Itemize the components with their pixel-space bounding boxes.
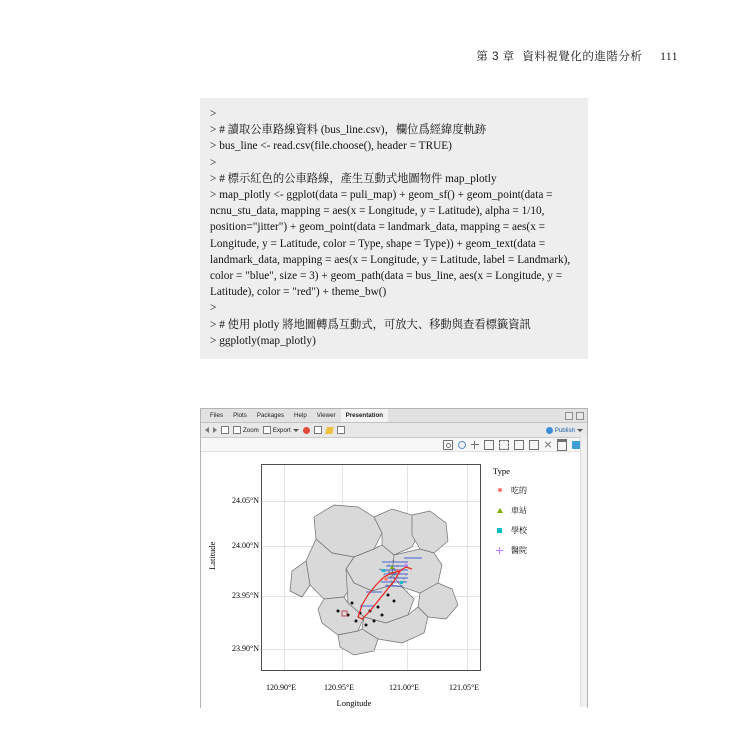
tab-packages[interactable]: Packages [256,412,285,419]
code-line: > bus_line <- read.csv(file.choose(), header = TRUE) [210,140,452,153]
y-axis-ticks [215,452,259,711]
running-header [476,48,678,64]
tab-viewer[interactable]: Viewer [316,412,336,419]
chart-legend [493,466,579,560]
reset-axes-icon[interactable] [557,439,567,451]
remove-plot-icon[interactable] [303,427,310,434]
x-tick: 121.05°E [448,683,480,692]
header-title: 資料視覺化的進階分析 [522,51,643,63]
legend-label: 吃的 [511,485,527,495]
x-tick: 121.00°E [388,683,420,692]
code-line: > map_plotly <- ggplot(data = puli_map) + geom_sf() + geom_point(data = ncnu_stu_data, mapping = aes(x = Longitude, y = Latitude), alpha = 1/10, position="jitter") + geom_point(data = landmark_data, mapping = aes(x = Longitude, y = Latitude, color = Type, shape = Type)) + geom_text(data = landmark_data, mapping = aes(x = Longitude, y = Latitude, label = Landmark), color = "blue", size = 3) + geom_path(data = bus_line, aes(x = Longitude, y = Latitude), color = "red") + theme_bw() [210,189,574,299]
lasso-select-icon[interactable] [499,440,509,450]
circle-marker-icon [493,484,506,497]
plus-marker-icon [493,544,506,557]
box-select-icon[interactable] [484,440,494,450]
code-line: > ggplotly(map_plotly) [210,334,316,347]
legend-label: 車站 [511,505,527,515]
zoom-out-icon[interactable] [529,440,539,450]
rstudio-viewer-window [200,408,588,708]
code-line: > # 使用 plotly 將地圖轉爲互動式，可放大、移動與查看標籤資訊 [210,318,531,331]
camera-icon[interactable] [443,440,453,450]
triangle-marker-icon [493,504,506,517]
code-line: > [210,156,217,169]
clear-icon[interactable] [221,426,229,434]
code-line: > # 讀取公車路線資料 (bus_line.csv)，欄位爲經緯度軌跡 [210,124,487,137]
back-icon[interactable] [205,427,209,433]
legend-label: 醫院 [511,545,527,555]
y-tick: 23.95°N [232,591,259,600]
publish-icon [546,427,553,434]
y-tick: 24.00°N [232,541,259,550]
chevron-down-icon [577,429,583,432]
zoom-icon [233,426,241,434]
y-tick: 24.05°N [232,496,259,505]
page-number: 111 [660,51,678,63]
tab-help[interactable]: Help [294,412,307,419]
map-svg [262,465,480,670]
map-panel[interactable] [261,464,481,671]
rstudio-tabbar [201,409,587,423]
viewer-scrollbar[interactable] [580,436,587,707]
x-axis-label: Longitude [336,698,372,708]
rstudio-toolbar [201,423,587,438]
y-axis-label: Latitude [207,541,217,570]
square-marker-icon [493,524,506,537]
x-axis-ticks [259,683,499,695]
code-line: > [210,108,217,120]
minimize-icon[interactable] [565,412,573,420]
y-tick: 23.90°N [232,644,259,653]
legend-title: Type [493,466,510,476]
publish-button[interactable] [546,427,583,434]
clear-all-plots-icon[interactable] [325,427,333,434]
legend-item[interactable] [493,520,579,540]
plotly-modebar [201,438,587,452]
tab-plots[interactable]: Plots [233,412,247,419]
legend-item[interactable] [493,500,579,520]
maximize-icon[interactable] [576,412,584,420]
tab-presentation[interactable]: Presentation [341,409,388,422]
window-controls[interactable] [565,412,584,420]
refresh-icon[interactable] [314,426,322,434]
more-icon[interactable] [337,426,345,434]
code-console-block [200,98,588,359]
legend-item[interactable] [493,480,579,500]
export-icon [263,426,271,434]
tab-files[interactable]: Files [210,412,224,419]
header-chapter: 第 3 章 [476,51,515,63]
zoom-button[interactable] [233,426,259,434]
legend-label: 學校 [511,525,527,535]
code-line: > [210,302,217,315]
x-tick: 120.90°E [265,683,297,692]
plot-area[interactable] [201,452,587,711]
forward-icon[interactable] [213,427,217,433]
legend-item[interactable] [493,540,579,560]
chevron-down-icon [293,429,299,432]
x-tick: 120.95°E [323,683,355,692]
code-line: > # 標示紅色的公車路線，產生互動式地圖物件 map_plotly [210,172,497,185]
export-button[interactable] [263,426,299,434]
zoom-label: Zoom [243,426,259,434]
pan-icon[interactable] [471,441,479,449]
publish-label: Publish [554,426,575,434]
autoscale-icon[interactable] [544,441,552,449]
export-label: Export [272,426,291,434]
zoom-icon[interactable] [458,441,466,449]
zoom-in-icon[interactable] [514,440,524,450]
